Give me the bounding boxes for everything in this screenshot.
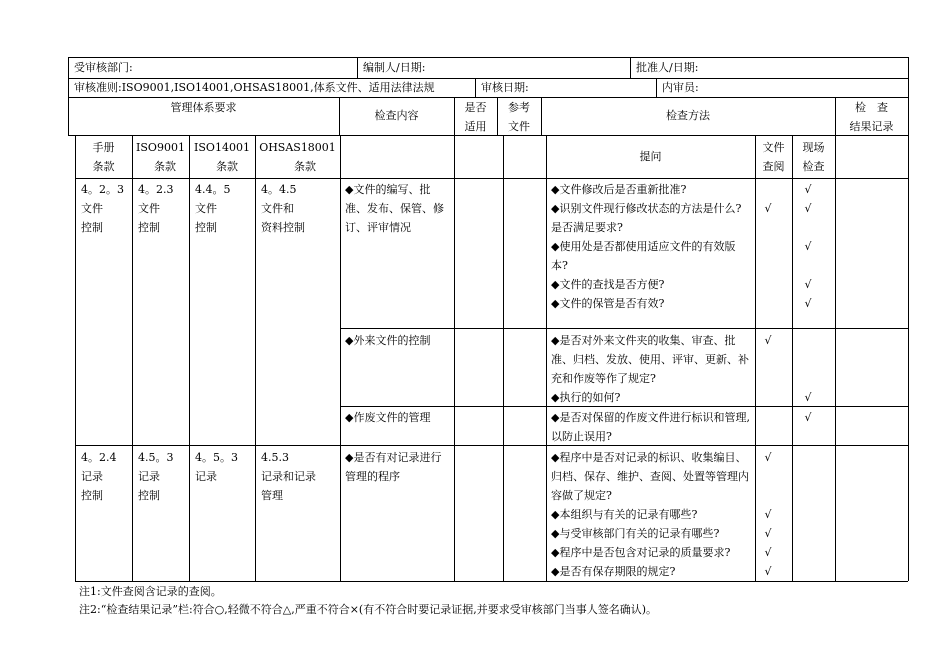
col-check-content: 检查内容 <box>374 109 419 122</box>
s2-ohsas-2: 记录和记录 <box>261 470 316 483</box>
audited-dept-label: 受审核部门: <box>74 61 133 74</box>
s2-q5: ◆是否有保存期限的规定? <box>551 565 676 578</box>
s2-q5-doc-mark: √ <box>764 565 772 578</box>
s1-q4-site-mark: √ <box>804 278 812 291</box>
s2-q1-doc-mark: √ <box>764 451 772 464</box>
s1-q5: ◆文件的保管是否有效? <box>551 297 665 310</box>
s2-manual-2: 记录 <box>81 470 103 483</box>
s1-q3-site-mark: √ <box>804 240 812 253</box>
s1-iso14001-2: 文件 <box>195 202 217 215</box>
col-result-2: 结果记录 <box>849 120 894 133</box>
col-iso9001-1: ISO9001 <box>136 141 185 154</box>
col-doc-review-1: 文件 <box>762 141 785 154</box>
s2-manual-3: 控制 <box>81 489 103 502</box>
s1-q8: ◆是否对保留的作废文件进行标识和管理,以防止误用? <box>551 411 750 443</box>
s2-iso9001-1: 4.5。3 <box>138 451 174 464</box>
s2-q3-doc-mark: √ <box>764 527 772 540</box>
col-site-check-2: 检查 <box>802 160 825 173</box>
s2-q4: ◆程序中是否包含对记录的质量要求? <box>551 546 731 559</box>
s2-iso14001-2: 记录 <box>195 470 217 483</box>
s2-q4-doc-mark: √ <box>764 546 772 559</box>
s2-iso9001-2: 记录 <box>138 470 160 483</box>
s1-manual-3: 控制 <box>81 221 103 234</box>
col-reference-2: 文件 <box>508 120 530 133</box>
s1-ohsas-2: 文件和 <box>261 202 294 215</box>
s1-iso14001-1: 4.4。5 <box>195 183 231 196</box>
s1-iso14001-3: 控制 <box>195 221 217 234</box>
s2-q1: ◆程序中是否对记录的标识、收集编目、归档、保存、维护、查阅、处置等管理内容做了规定? <box>551 451 749 502</box>
s2-item1-content: ◆是否有对记录进行管理的程序 <box>345 451 442 483</box>
audit-date-label: 审核日期: <box>481 81 529 94</box>
s1-item1-content: ◆文件的编写、批准、发布、保管、修订、评审情况 <box>345 183 444 234</box>
s1-q2-doc-mark: √ <box>764 202 772 215</box>
s1-q6: ◆是否对外来文件夹的收集、审查、批准、归档、发放、使用、评审、更新、补充和作废等作了规定? <box>551 334 749 385</box>
s1-q1-site-mark: √ <box>804 183 812 196</box>
col-applicable-1: 是否 <box>464 101 487 114</box>
col-site-check-1: 现场 <box>802 141 825 154</box>
col-ohsas-2: 条款 <box>294 160 316 173</box>
s1-q2-site-mark: √ <box>804 202 812 215</box>
s1-ohsas-3: 资料控制 <box>261 221 305 234</box>
s1-item3-content: ◆作废文件的管理 <box>345 411 431 424</box>
note-1: 注1:文件查阅含记录的查阅。 <box>79 585 222 598</box>
s1-q8-site-mark: √ <box>804 411 812 424</box>
auditor-label: 内审员: <box>662 81 699 94</box>
col-mgmt-req: 管理体系要求 <box>170 101 237 114</box>
s1-q7-site-mark: √ <box>804 391 812 404</box>
audit-criteria-label: 审核准则:ISO9001,ISO14001,OHSAS18001,体系文件、适用法律法规 <box>74 81 435 94</box>
note-2: 注2:“检查结果记录”栏:符合○,轻微不符合△,严重不符合×(有不符合时要记录证据,并要求受审核部门当事人签名确认)。 <box>79 603 658 616</box>
col-iso14001-1: ISO14001 <box>194 141 250 154</box>
s1-q6-doc-mark: √ <box>764 334 772 347</box>
col-question: 提问 <box>639 150 662 163</box>
col-manual-2: 条款 <box>92 160 115 173</box>
s1-ohsas-1: 4。4.5 <box>261 183 297 196</box>
s2-ohsas-1: 4.5.3 <box>261 451 289 464</box>
col-reference-1: 参考 <box>508 101 530 114</box>
s1-q3: ◆使用处是否都使用适应文件的有效版本? <box>551 240 736 272</box>
s1-q5-site-mark: √ <box>804 297 812 310</box>
s1-item2-content: ◆外来文件的控制 <box>345 334 431 347</box>
s1-iso9001-3: 控制 <box>138 221 160 234</box>
s2-q2: ◆本组织与有关的记录有哪些? <box>551 508 698 521</box>
col-iso9001-2: 条款 <box>154 160 176 173</box>
col-applicable-2: 适用 <box>464 120 487 133</box>
s2-q3: ◆与受审核部门有关的记录有哪些? <box>551 527 720 540</box>
s1-q4: ◆文件的查找是否方便? <box>551 278 665 291</box>
s2-ohsas-3: 管理 <box>261 489 283 502</box>
editor-date-label: 编制人/日期: <box>363 61 426 74</box>
col-check-method: 检查方法 <box>666 109 710 122</box>
s1-manual-1: 4。2。3 <box>81 183 124 196</box>
s2-manual-1: 4。2.4 <box>81 451 117 464</box>
s2-iso9001-3: 控制 <box>138 489 160 502</box>
approver-date-label: 批准人/日期: <box>636 61 699 74</box>
col-manual-1: 手册 <box>92 141 115 154</box>
col-iso14001-2: 条款 <box>216 160 238 173</box>
s1-iso9001-1: 4。2.3 <box>138 183 174 196</box>
s1-q7: ◆执行的如何? <box>551 391 621 404</box>
s2-iso14001-1: 4。5。3 <box>195 451 238 464</box>
s1-q1: ◆文件修改后是否重新批准? <box>551 183 687 196</box>
s1-manual-2: 文件 <box>81 202 103 215</box>
s1-iso9001-2: 文件 <box>138 202 160 215</box>
col-result-1: 检 查 <box>855 101 888 114</box>
s2-q2-doc-mark: √ <box>764 508 772 521</box>
col-ohsas-1: OHSAS18001 <box>259 141 336 154</box>
col-doc-review-2: 查阅 <box>762 160 785 173</box>
s1-q2: ◆识别文件现行修改状态的方法是什么?是否满足要求? <box>551 202 742 234</box>
